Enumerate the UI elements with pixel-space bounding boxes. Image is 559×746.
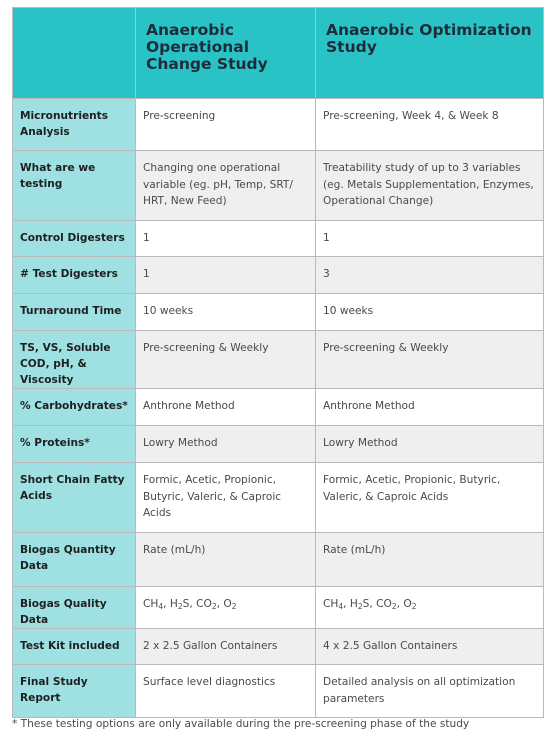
cell-operational: Anthrone Method (136, 389, 316, 426)
row-label: Final Study Report (13, 665, 136, 718)
row-label: Test Kit included (13, 629, 136, 665)
header-corner-cell (13, 8, 136, 99)
table-row (13, 221, 544, 257)
cell-optimization: Pre-screening & Weekly (316, 331, 544, 389)
cell-operational: 10 weeks (136, 294, 316, 331)
row-label: What are we testing (13, 151, 136, 221)
table-row (13, 426, 544, 463)
cell-operational: $CH_4$, $H_2S$, $CO_2$, $O_2$ (136, 587, 316, 629)
row-label: % Carbohydrates* (13, 389, 136, 426)
cell-optimization: 1 (316, 221, 544, 257)
cell-operational: Pre-screening (136, 99, 316, 151)
header-optimization-study: Anaerobic Optimization Study (316, 8, 544, 99)
cell-optimization: Treatability study of up to 3 variables (eg. Metals Supplementation, Enzymes, Operational Change) (316, 151, 544, 221)
table-row (13, 294, 544, 331)
cell-optimization: 10 weeks (316, 294, 544, 331)
cell-optimization: 4 x 2.5 Gallon Containers (316, 629, 544, 665)
cell-operational: 1 (136, 257, 316, 294)
cell-optimization: $CH_4$, $H_2S$, $CO_2$, $O_2$ (316, 587, 544, 629)
row-label: TS, VS, Soluble COD, pH, & Viscosity (13, 331, 136, 389)
header-operational-change-study: Anaerobic Operational Change Study (136, 8, 316, 99)
table-row (13, 151, 544, 221)
cell-operational: Rate (mL/h) (136, 533, 316, 587)
table-row (13, 257, 544, 294)
table-row (13, 533, 544, 587)
cell-optimization: Anthrone Method (316, 389, 544, 426)
comparison-table (12, 7, 544, 718)
row-label: % Proteins* (13, 426, 136, 463)
cell-operational: Changing one operational variable (eg. pH, Temp, SRT/ HRT, New Feed) (136, 151, 316, 221)
cell-optimization: Rate (mL/h) (316, 533, 544, 587)
cell-optimization: Pre-screening, Week 4, & Week 8 (316, 99, 544, 151)
cell-operational: Surface level diagnostics (136, 665, 316, 718)
table-row (13, 463, 544, 533)
row-label: Control Digesters (13, 221, 136, 257)
table-row (13, 99, 544, 151)
cell-optimization: Detailed analysis on all optimization parameters (316, 665, 544, 718)
header-row (13, 8, 544, 99)
table-row (13, 389, 544, 426)
row-label: Biogas Quality Data (13, 587, 136, 629)
cell-operational: 2 x 2.5 Gallon Containers (136, 629, 316, 665)
cell-operational: Pre-screening & Weekly (136, 331, 316, 389)
cell-optimization: Formic, Acetic, Propionic, Butyric, Valeric, & Caproic Acids (316, 463, 544, 533)
row-label: # Test Digesters (13, 257, 136, 294)
row-label: Short Chain Fatty Acids (13, 463, 136, 533)
row-label: Micronutrients Analysis (13, 99, 136, 151)
table-row (13, 629, 544, 665)
table-row (13, 665, 544, 718)
cell-operational: 1 (136, 221, 316, 257)
cell-optimization: Lowry Method (316, 426, 544, 463)
footnote: * These testing options are only available during the pre-screening phase of the study (12, 718, 470, 730)
row-label: Turnaround Time (13, 294, 136, 331)
cell-optimization: 3 (316, 257, 544, 294)
table-row (13, 331, 544, 389)
cell-operational: Lowry Method (136, 426, 316, 463)
table-row (13, 587, 544, 629)
row-label: Biogas Quantity Data (13, 533, 136, 587)
cell-operational: Formic, Acetic, Propionic, Butyric, Valeric, & Caproic Acids (136, 463, 316, 533)
